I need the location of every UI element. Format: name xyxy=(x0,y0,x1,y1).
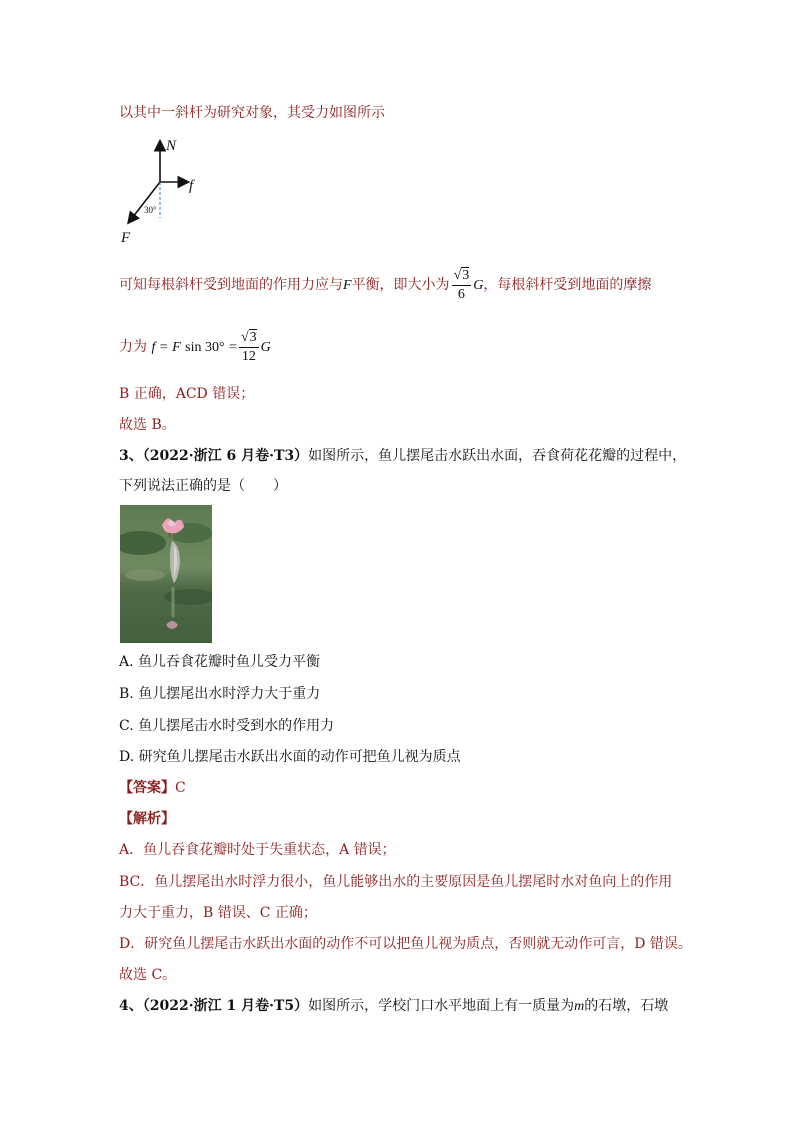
label-N: N xyxy=(166,138,177,154)
resultant-force-arrow xyxy=(129,182,160,222)
q3-stem-line2: 下列说法正确的是（ ） xyxy=(119,478,287,494)
label-angle: 30° xyxy=(144,205,157,215)
answer-label: 【答案】 xyxy=(119,780,175,796)
q3-option-b: B. 鱼儿摆尾出水时浮力大于重力 xyxy=(119,686,321,702)
var-F: F xyxy=(343,278,352,293)
fraction-sqrt3-over-12: $\frac{√3}{12}$ xyxy=(240,329,257,364)
para2-prefix: 力为 xyxy=(119,339,147,355)
q3-option-d: D. 研究鱼儿摆尾击水跃出水面的动作可把鱼儿视为质点 xyxy=(119,749,461,765)
eq-F: F xyxy=(172,340,181,355)
q3-number: 3、 xyxy=(119,448,143,464)
q3-source: （2022·浙江 6 月卷·T3） xyxy=(142,448,309,464)
eq-equals-2: = xyxy=(229,340,237,355)
eq-sin: sin 30° xyxy=(185,340,225,355)
q3-stem-line1 xyxy=(119,446,686,466)
q3-analysis-choose: 故选 C。 xyxy=(119,967,177,983)
q3-analysis-bc-1: BC．鱼儿摆尾出水时浮力很小，鱼儿能够出水的主要原因是鱼儿摆尾时水对鱼向上的作用 xyxy=(119,874,673,890)
label-F: F xyxy=(121,230,131,246)
answer-value: C xyxy=(175,780,186,796)
var-G: G xyxy=(473,278,484,293)
q3-option-c: C. 鱼儿摆尾击水时受到水的作用力 xyxy=(119,718,335,734)
q4-stem xyxy=(119,996,668,1017)
eq-equals-1: = xyxy=(159,340,168,355)
q3-analysis-label: 【解析】 xyxy=(119,811,175,827)
q3-answer xyxy=(119,778,186,798)
para1-text-a: 可知每根斜杆受到地面的作用力应与 xyxy=(119,277,343,293)
conclusion-1: B 正确，ACD 错误； xyxy=(119,386,255,402)
var-m: m xyxy=(574,999,585,1014)
q4-stem-b: 的石墩，石墩 xyxy=(584,998,669,1014)
fraction-sqrt3-over-6: $\frac{√3}{6}$ xyxy=(453,267,470,302)
q4-stem-a: 如图所示，学校门口水平地面上有一质量为 xyxy=(308,998,575,1014)
para1 xyxy=(119,262,651,308)
eq-G: G xyxy=(260,340,271,355)
q4-number: 4、 xyxy=(119,998,143,1014)
para1-text-b: 平衡，即大小为 xyxy=(351,277,450,293)
choose-1: 故选 B。 xyxy=(119,417,176,433)
q3-analysis-bc-2: 力大于重力，B 错误、C 正确； xyxy=(119,905,317,921)
para1-text-c: ，每根斜杆受到地面的摩擦 xyxy=(483,277,652,293)
q4-source: （2022·浙江 1 月卷·T5） xyxy=(142,998,309,1014)
fish-lotus-photo xyxy=(120,505,212,643)
q3-stem-1: 如图所示，鱼儿摆尾击水跃出水面，吞食荷花花瓣的过程中， xyxy=(308,448,687,464)
q3-analysis-d: D．研究鱼儿摆尾击水跃出水面的动作不可以把鱼儿视为质点，否则就无动作可言，D 错误。 xyxy=(119,936,692,952)
intro-text: 以其中一斜杆为研究对象，其受力如图所示 xyxy=(119,105,385,121)
q3-analysis-a: A．鱼儿吞食花瓣时处于失重状态，A 错误； xyxy=(119,842,396,858)
force-diagram xyxy=(113,130,213,248)
label-f: f xyxy=(189,178,194,194)
eq-lhs: f xyxy=(151,340,156,355)
para2 xyxy=(119,324,271,370)
q3-option-a: A. 鱼儿吞食花瓣时鱼儿受力平衡 xyxy=(119,654,321,670)
